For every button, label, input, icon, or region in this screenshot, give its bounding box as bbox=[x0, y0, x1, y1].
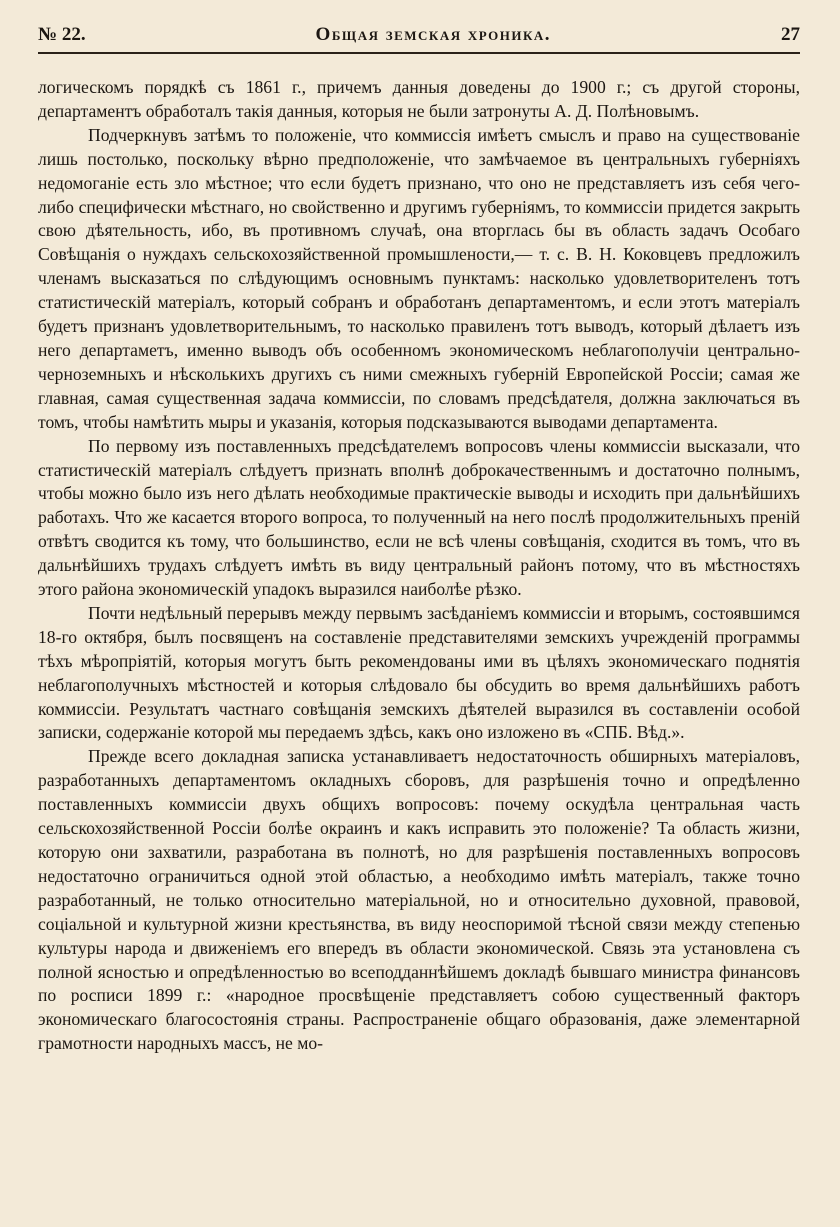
paragraph: Почти недѣльный перерывъ между первымъ засѣданіемъ коммиссіи и вторымъ, состоявшимся 18-го октября, былъ посвященъ на составленіе представителями земскихъ учрежденій программы тѣхъ мѣропріятій, которыя могутъ быть рекомендованы ими въ цѣляхъ экономическаго поднятія неблагополучныхъ мѣстностей и которыя слѣдовало бы обсудить во время дальнѣйшихъ работъ коммиссіи. Результатъ частнаго совѣщанія земскихъ дѣятелей выразился въ составленіи особой записки, содержаніе которой мы передаемъ здѣсь, какъ оно изложено въ «СПБ. Вѣд.». bbox=[38, 602, 800, 743]
paragraph: логическомъ порядкѣ съ 1861 г., причемъ данныя доведены до 1900 г.; съ другой стороны, департаментъ обработалъ такія данныя, которыя не были затронуты А. Д. Полѣновымъ. bbox=[38, 77, 800, 121]
paragraph: Прежде всего докладная записка устанавливаетъ недостаточность обширныхъ матеріаловъ, разработанныхъ департаментомъ окладныхъ сборовъ, для разрѣшенія точно и опредѣленно поставленныхъ коммиссіи двухъ общихъ вопросовъ: почему оскудѣла центральная часть сельскохозяйственной Россіи болѣе окраинъ и какъ исправить это положеніе? Та область жизни, которую они захватили, разработана въ полнотѣ, но для разрѣшенія поставленныхъ вопросовъ недостаточно ограничиться одной этой областью, а необходимо имѣть матеріалъ, также точно разработанный, не только относительно матеріальной, но и относительно духовной, правовой, соціальной и культурной жизни крестьянства, въ виду неоспоримой тѣсной связи между степенью культуры народа и движеніемъ его впередъ въ области экономической. Связь эта установлена съ полной ясностью и опредѣленностью во всеподданнѣйшемъ докладѣ бывшаго министра финансовъ по росписи 1899 г.: «народное просвѣщеніе представляетъ собою существенный факторъ экономическаго благосостоянія страны. Распространеніе общаго образованія, даже элементарной грамотности народныхъ массъ, не мо- bbox=[38, 746, 800, 1054]
body-text bbox=[38, 76, 800, 1056]
page-number: 27 bbox=[780, 24, 800, 45]
paragraph: Подчеркнувъ затѣмъ то положеніе, что коммиссія имѣетъ смыслъ и право на существованіе лишь постолько, поскольку вѣрно предположеніе, что замѣчаемое въ центральныхъ губерніяхъ недомоганіе есть зло мѣстное; что если будетъ признано, что оно не представляетъ изъ себя чего-либо специфически мѣстнаго, но свойственно и другимъ губерніямъ, то коммиссіи придется закрыть свою дѣятельность, ибо, въ противномъ случаѣ, она вторглась бы въ область задачъ Особаго Совѣщанія о нуждахъ сельскохозяйственной промышлености,— т. с. В. Н. Коковцевъ предложилъ членамъ высказаться по слѣдующимъ основнымъ пунктамъ: насколько удовлетворителенъ тотъ статистическій матеріалъ, который собранъ и обработанъ департаментомъ, и если этотъ матеріалъ будетъ признанъ удовлетворительнымъ, то насколько правиленъ тотъ выводъ, который дѣлаетъ изъ него департаметъ, именно выводъ объ особенномъ экономическомъ неблагополучіи центрально-черноземныхъ и нѣсколькихъ другихъ съ ними смежныхъ губерній Европейской Россіи; самая же главная, самая существенная задача коммиссіи, по словамъ предсѣдателя, должна заключаться въ томъ, чтобы намѣтить мыры и указанія, которыя подсказываются выводами департамента. bbox=[38, 124, 800, 432]
issue-number: № 22. bbox=[38, 24, 86, 45]
section-title: Общая земская хроника. bbox=[315, 24, 552, 45]
paragraph: По первому изъ поставленныхъ предсѣдателемъ вопросовъ члены коммиссіи высказали, что статистическій матеріалъ слѣдуетъ признать вполнѣ доброкачественнымъ и достаточно полнымъ, чтобы можно было изъ него дѣлать необходимые практическіе выводы и исходить при дальнѣйшихъ работахъ. Что же касается второго вопроса, то полученный на него послѣ продолжительныхъ преній отвѣтъ сводится къ тому, что большинство, если не всѣ члены совѣщанія, сходится въ томъ, что въ дальнѣйшихъ трудахъ слѣдуетъ имѣть въ виду центральный районъ потому, что въ мѣстностяхъ этого района экономическій упадокъ выразился наиболѣе рѣзко. bbox=[38, 435, 800, 600]
page-header bbox=[38, 24, 800, 54]
